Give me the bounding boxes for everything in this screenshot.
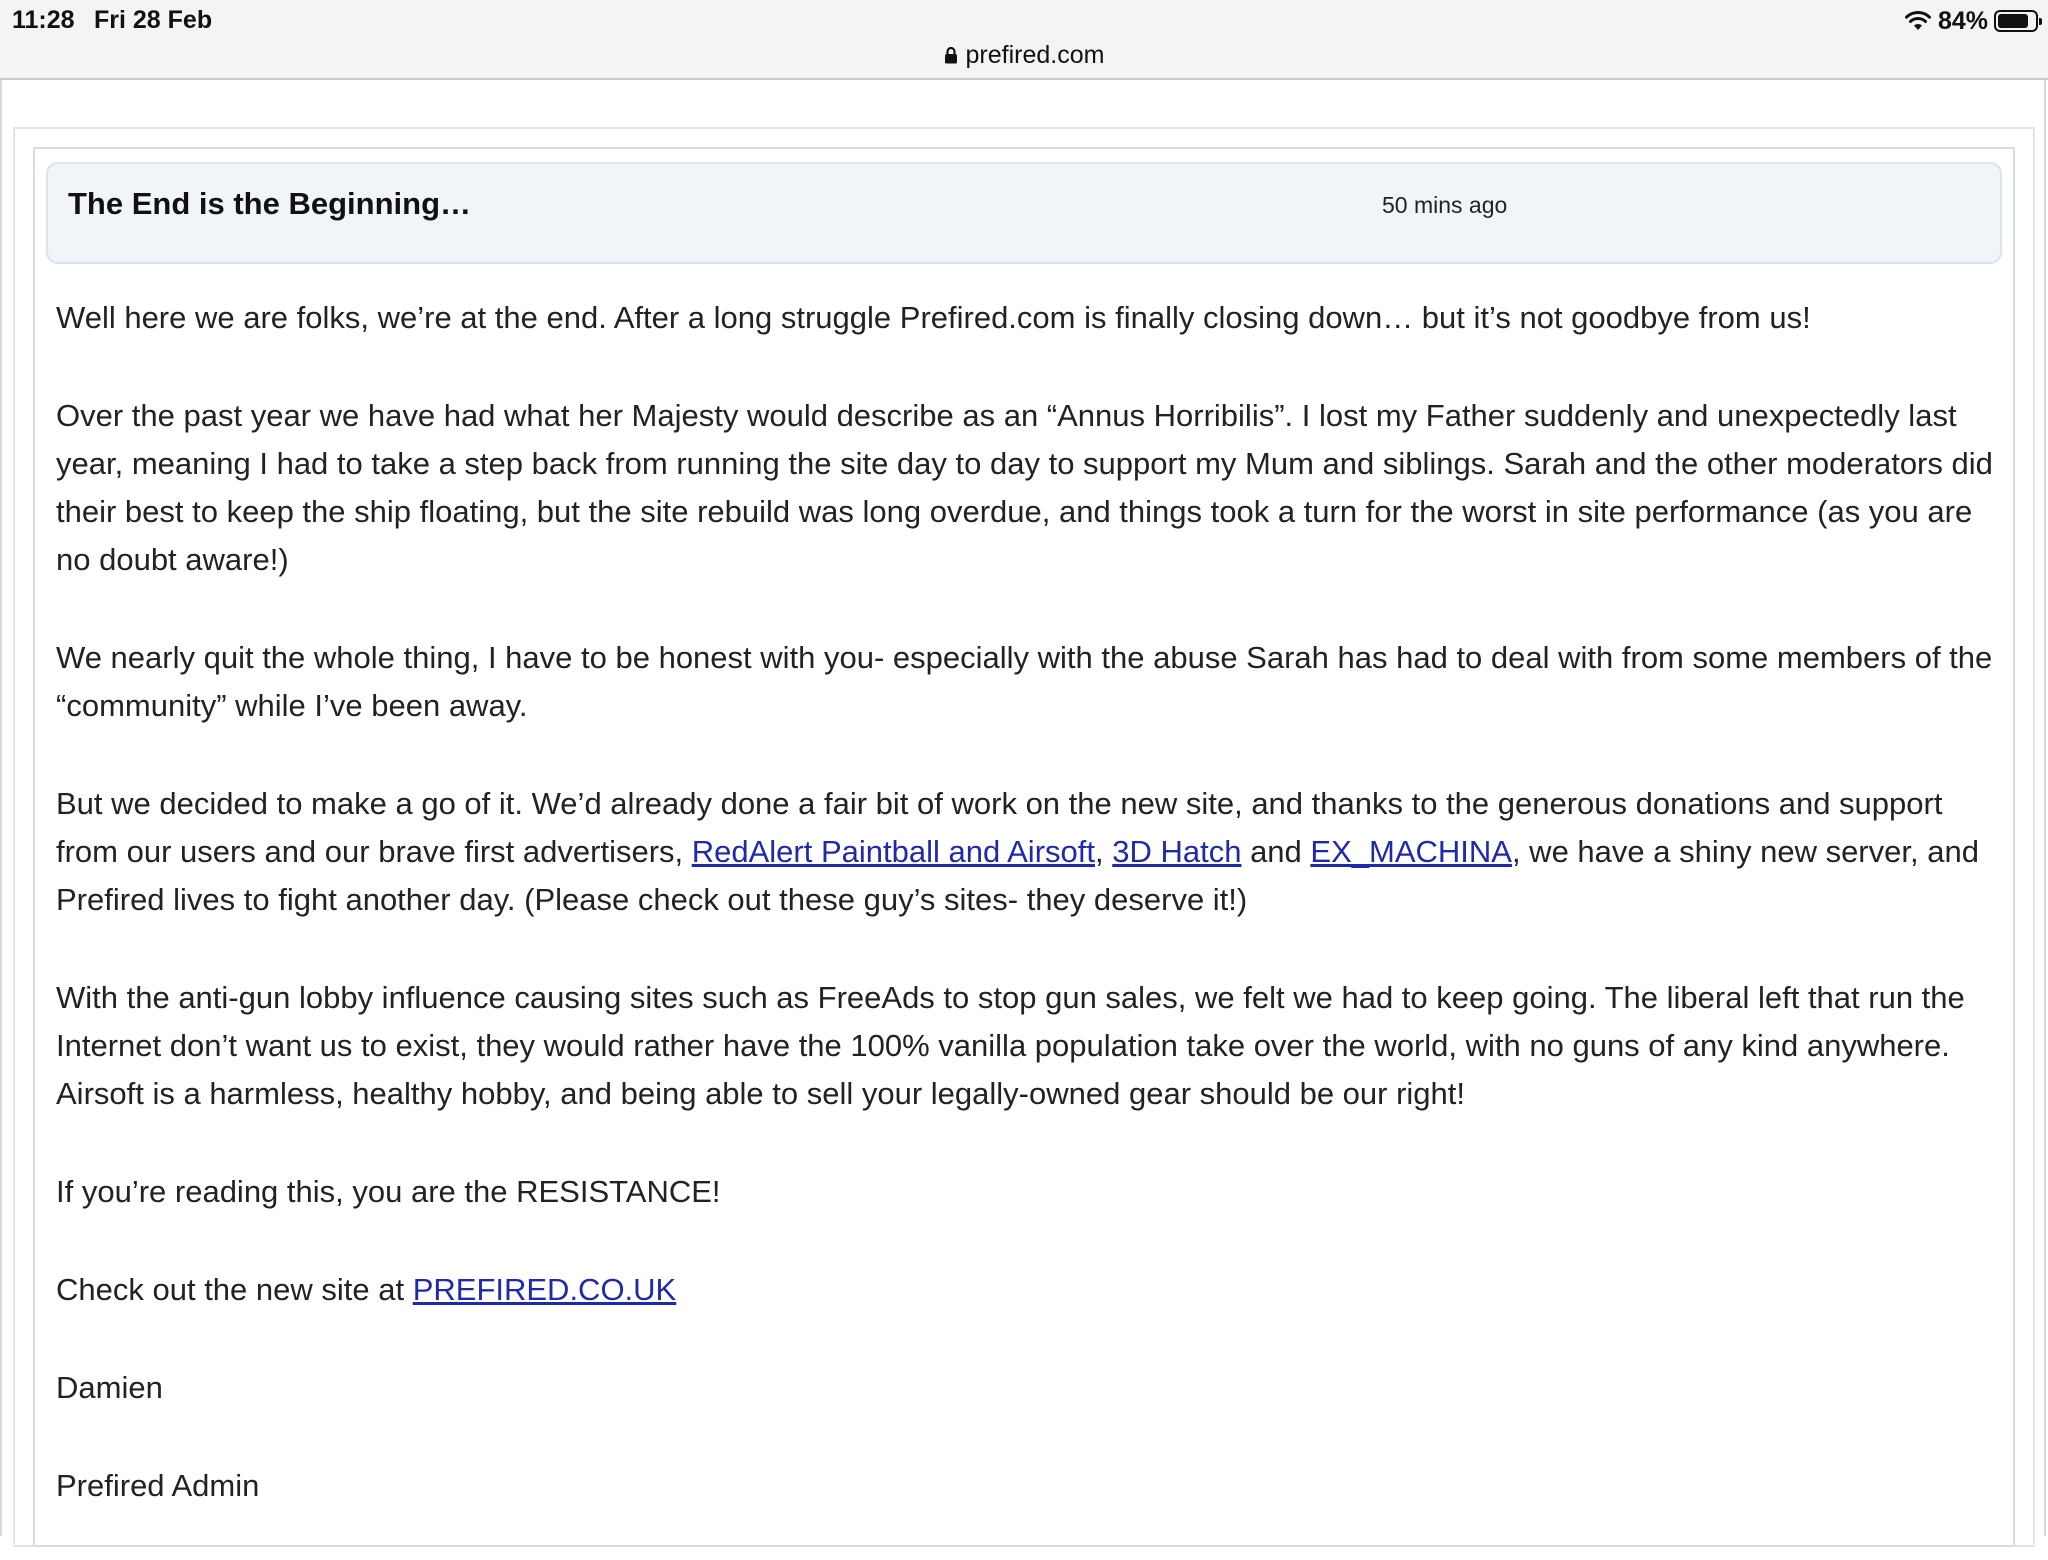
wifi-icon — [1904, 10, 1932, 32]
url-text[interactable]: prefired.com — [965, 40, 1105, 69]
address-bar[interactable] — [0, 38, 2048, 72]
paragraph-advertisers — [56, 780, 2006, 924]
link-prefired-co-uk[interactable]: PREFIRED.CO.UK — [412, 1272, 677, 1307]
link-redalert[interactable]: RedAlert Paintball and Airsoft — [691, 834, 1095, 869]
signature-name: Damien — [56, 1370, 163, 1405]
advertisers-text-after: , we have a shiny new server, and Prefired lives to fight another day. (Please check out these guy’s sites- they deserve it!) — [56, 834, 1979, 917]
paragraph-anti-gun-lobby: With the anti-gun lobby influence causing sites such as FreeAds to stop gun sales, we felt we had to keep going. The liberal left that run the Internet don’t want us to exist, they would rather have the 100% vanilla population take over the world, with no guns of any kind anywhere. Airsoft is a harmless, healthy hobby, and being able to sell your legally-owned gear should be our right! — [56, 980, 1965, 1111]
battery-percent: 84% — [1937, 6, 1988, 35]
battery-icon — [1994, 10, 2038, 32]
paragraph-annus-horribilis: Over the past year we have had what her Majesty would describe as an “Annus Horribilis”. I lost my Father suddenly and unexpectedly last year, meaning I had to take a step back from running the site day to day to support my Mum and siblings. Sarah and the other moderators did their best to keep the ship floating, but the site rebuild was long overdue, and things took a turn for the worst in site performance (as you are no doubt aware!) — [56, 398, 1993, 577]
status-date: Fri 28 Feb — [94, 6, 213, 34]
status-indicators — [1904, 6, 2038, 36]
lock-icon — [944, 46, 958, 64]
paragraph-new-site — [56, 1266, 2006, 1314]
post-timestamp: 50 mins ago — [1382, 192, 1508, 218]
link-3d-hatch[interactable]: 3D Hatch — [1112, 834, 1242, 869]
status-bar — [0, 0, 2048, 80]
advertisers-text-before: But we decided to make a go of it. We’d already done a fair bit of work on the new site, and thanks to the generous donations and support from our users and our brave first advertisers, — [56, 786, 1943, 869]
paragraph-resistance: If you’re reading this, you are the RESISTANCE! — [56, 1174, 721, 1209]
post-header — [46, 162, 2002, 264]
link-ex-machina[interactable]: EX_MACHINA — [1310, 834, 1512, 869]
advertisers-separator-1: , — [1094, 834, 1113, 869]
status-time: 11:28 — [12, 6, 75, 34]
battery-level — [1998, 14, 2028, 28]
post-body — [56, 294, 2006, 1560]
paragraph-intro: Well here we are folks, we’re at the end. After a long struggle Prefired.com is finally closing down… but it’s not goodbye from us! — [56, 300, 1811, 335]
advertisers-separator-2: and — [1241, 834, 1311, 869]
paragraph-nearly-quit: We nearly quit the whole thing, I have to be honest with you- especially with the abuse Sarah has had to deal with from some members of the “community” while I’ve been away. — [56, 640, 1993, 723]
signature-role: Prefired Admin — [56, 1468, 260, 1503]
new-site-text: Check out the new site at — [56, 1272, 413, 1307]
post-title: The End is the Beginning… — [68, 186, 471, 221]
